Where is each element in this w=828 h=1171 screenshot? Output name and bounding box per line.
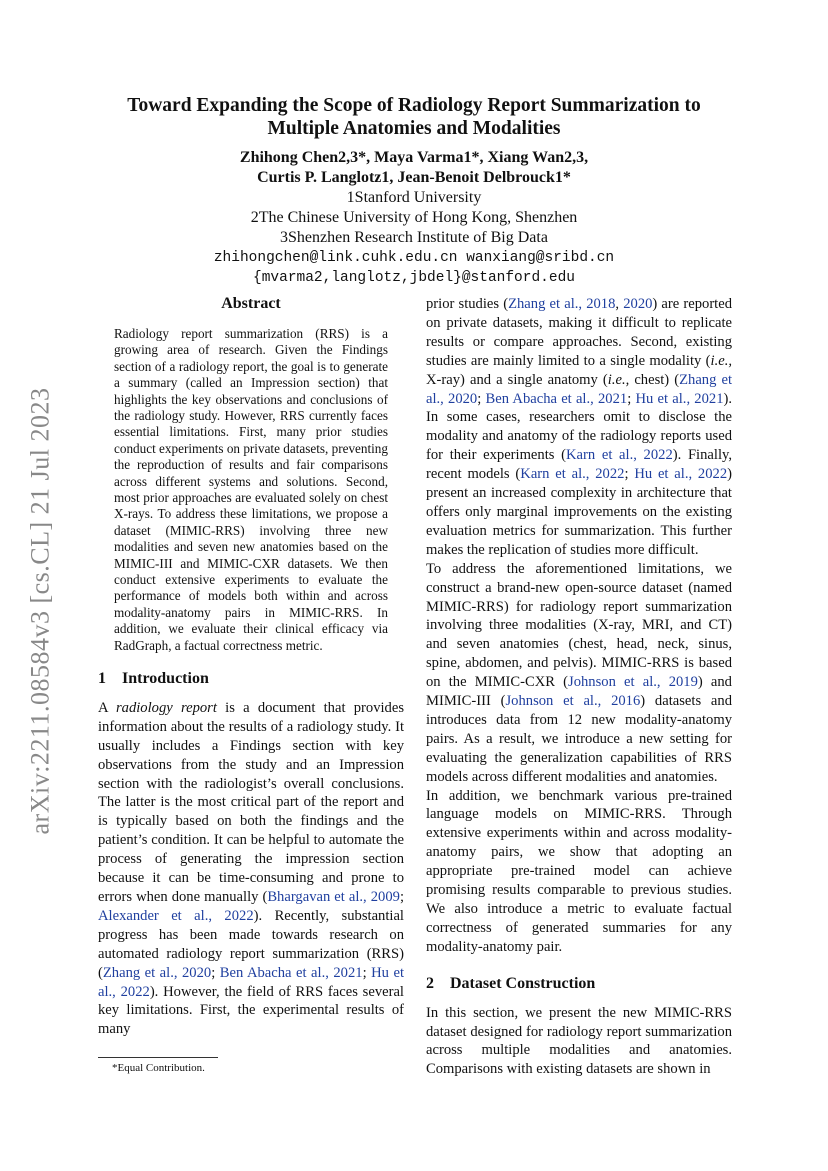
text-run: X-ray) and a single anatomy ( — [426, 371, 608, 388]
text-run: ; — [624, 466, 635, 483]
citation-link[interactable]: Ben Abacha et al., 2021 — [219, 964, 363, 981]
citation-link[interactable]: Bhargavan et al., 2009 — [267, 889, 400, 905]
text-run: is a document that provides information about the results of a radiology study. It usually includes a Findings section with key observations from the study and an Impression section with the radiologist’s overall conclusions. The latter is the most critical part of the report and is typically based on both the findings and the patient’s condition. It can be helpful to automate the process of generating the impression section because it can be time-consuming and prone to errors when done manually ( — [98, 699, 405, 905]
citation-link[interactable]: Zhang et al., 2020 — [102, 964, 212, 981]
intro-paragraph-1-continued — [426, 295, 732, 560]
paper-title — [98, 94, 730, 140]
section-2-paragraph: In this section, we present the new MIMIC-RRS dataset designed for radiology report summarization across multiple modalities and anatomies. Comparisons with existing datasets are shown in — [426, 1004, 732, 1078]
authors-line-1: Zhihong Chen2,3*, Maya Varma1*, Xiang Wan2,3, — [239, 149, 589, 166]
text-run: ; — [362, 964, 372, 981]
footnote-text: *Equal Contribution. — [112, 1062, 205, 1074]
affiliation-sribd: 3Shenzhen Research Institute of Big Data — [280, 229, 548, 246]
text-run: chest) ( — [629, 371, 680, 388]
citation-link[interactable]: Karn et al., 2022 — [565, 447, 673, 464]
intro-paragraph-1 — [98, 699, 404, 1039]
citation-link[interactable]: Johnson et al., 2016 — [505, 693, 641, 710]
affiliation-stanford: 1Stanford University — [346, 189, 482, 206]
section-number: 1 — [98, 670, 106, 688]
authors-line-2: Curtis P. Langlotz1, Jean-Benoit Delbrouck1* — [257, 169, 571, 186]
footnote-rule — [98, 1057, 218, 1058]
emphasis-term: radiology report — [115, 699, 217, 716]
paper-header — [98, 94, 730, 288]
title-line-2: Multiple Anatomies and Modalities — [267, 118, 561, 139]
left-column — [98, 295, 404, 1039]
abstract-heading: Abstract — [221, 295, 281, 312]
citation-link[interactable]: Hu et al., 2021 — [635, 390, 724, 407]
email-line-2: {mvarma2,langlotz,jbdel}@stanford.edu — [253, 270, 575, 286]
text-run: ; — [627, 390, 636, 407]
citation-link[interactable]: Ben Abacha et al., 2021 — [485, 390, 628, 407]
text-run: ) present an increased complexity in architecture that offers only marginal improvements on the existing evaluation metrics for summarization. This further makes the replication of studies more difficult. — [426, 466, 732, 558]
section-2-heading — [426, 975, 732, 994]
arxiv-id-text: arXiv:2211.08584v3 [cs.CL] 21 Jul 2023 — [25, 387, 54, 835]
text-run: ; — [211, 964, 220, 981]
text-run: ). Finally, recent models ( — [426, 447, 732, 483]
section-1-heading — [98, 670, 404, 689]
section-title: Dataset Construction — [450, 974, 596, 992]
citation-link[interactable]: Johnson et al., 2019 — [568, 674, 698, 691]
email-line-1: zhihongchen@link.cuhk.edu.cn wanxiang@sribd.cn — [213, 250, 615, 266]
text-run: ). However, the field of RRS faces several key limitations. First, the experimental results of many — [98, 983, 404, 1038]
emphasis-term: i.e., — [607, 371, 630, 388]
text-run: To address the aforementioned limitations, we construct a brand-new open-source dataset (named MIMIC-RRS) for radiology report summarization involving three modalities (X-ray, MRI, and CT) and seven anatomies (chest, head, neck, sinus, spine, abdomen, and pelvis). MIMIC-RRS is based on the MIMIC-CXR ( — [426, 560, 732, 691]
intro-paragraph-3: In addition, we benchmark various pre-trained language models on MIMIC-RRS. Through extensive experiments within and across modality-anatomy pairs, we show that adopting an appropriate pre-trained model can achieve promising results comparable to previous studies. We also introduce a metric to evaluate factual correctness of generated summaries for any modality-anatomy pair. — [426, 787, 732, 955]
citation-link[interactable]: 2020 — [623, 296, 653, 312]
text-run: ; — [477, 390, 486, 407]
intro-paragraph-2 — [426, 560, 732, 787]
emphasis-term: i.e., — [710, 352, 732, 369]
text-run: ; — [399, 889, 404, 905]
text-run: , — [615, 296, 624, 312]
affiliation-cuhk: 2The Chinese University of Hong Kong, Shenzhen — [250, 209, 578, 226]
text-run: A — [98, 699, 116, 716]
citation-link[interactable]: Zhang et al., 2020 — [426, 371, 732, 407]
text-run: ) and MIMIC-III ( — [426, 674, 732, 710]
author-list — [98, 148, 730, 188]
citation-link[interactable]: Hu et al., 2022 — [634, 466, 728, 483]
right-column — [426, 295, 732, 1079]
title-line-1: Toward Expanding the Scope of Radiology Report Summarization to — [127, 95, 701, 116]
text-run: ). Recently, substantial progress has been made towards research on automated radiology report summarization (RRS) ( — [98, 907, 404, 981]
text-run: prior studies ( — [426, 296, 509, 312]
footnote — [98, 1057, 404, 1074]
section-title: Introduction — [122, 670, 209, 688]
text-run: ). In some cases, researchers omit to disclose the modality and anatomy of the radiology reports used for their experiments ( — [426, 390, 733, 464]
arxiv-identifier — [20, 376, 60, 846]
citation-link[interactable]: Zhang et al., 2018 — [508, 296, 616, 312]
text-run: ) are reported on private datasets, making it difficult to replicate results or compare approaches. Second, existing studies are mainly limited to a single modality ( — [426, 296, 733, 369]
citation-link[interactable]: Hu et al., 2022 — [98, 964, 405, 1000]
text-run: ) datasets and introduces data from 12 new modality-anatomy pairs. As a result, we introduce a new setting for evaluating the generalization capabilities of RRS models across different modalities and anatomies. — [426, 693, 732, 785]
section-number: 2 — [426, 974, 434, 992]
citation-link[interactable]: Alexander et al., 2022 — [98, 907, 254, 924]
citation-link[interactable]: Karn et al., 2022 — [520, 466, 625, 483]
abstract-text: Radiology report summarization (RRS) is a growing area of research. Given the Findings section of a radiology report, the goal is to generate a summary (called an Impression section) that highlights the key observations and conclusions of the radiology study. However, RRS currently faces essential limitations. First, many prior studies conduct experiments on private datasets, preventing the reproduction of results and fair comparisons across different systems and solutions. Second, most prior approaches are evaluated solely on chest X-rays. To address these limitations, we propose a dataset (MIMIC-RRS) involving three new modalities and seven new anatomies based on the MIMIC-III and MIMIC-CXR datasets. We then conduct extensive experiments to evaluate the performance of models both within and across modality-anatomy pairs in MIMIC-RRS. In addition, we evaluate their clinical efficacy via RadGraph, a factual correctness metric. — [114, 325, 388, 653]
